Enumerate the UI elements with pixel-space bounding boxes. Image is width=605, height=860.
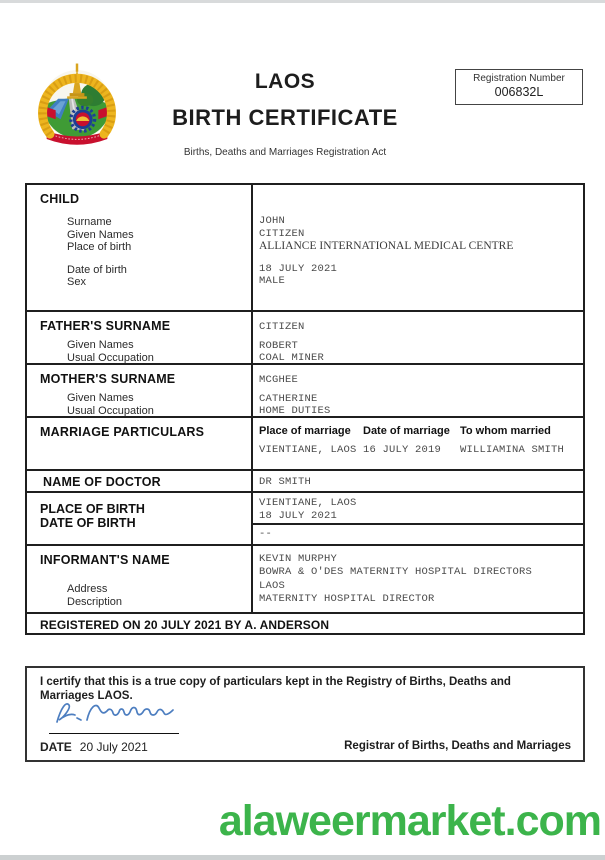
place-of-marriage-label: Place of marriage — [259, 425, 351, 437]
child-sex-value: MALE — [259, 275, 286, 288]
child-section — [27, 185, 583, 310]
laos-national-emblem-icon — [36, 58, 118, 156]
child-date-of-birth-value: 18 JULY 2021 — [259, 262, 338, 275]
birth-place-value: VIENTIANE, LAOS — [259, 497, 357, 509]
registration-number-box — [455, 69, 583, 105]
registered-statement: REGISTERED ON 20 JULY 2021 BY A. ANDERSON — [40, 618, 330, 632]
doctor-section-title: NAME OF DOCTOR — [43, 475, 161, 489]
country-title: LAOS — [254, 70, 316, 93]
header-titles — [130, 70, 440, 158]
child-date-of-birth-label: Date of birth — [67, 263, 127, 276]
father-given-names-value: ROBERT — [259, 339, 299, 352]
informant-name-value: KEVIN MURPHY — [259, 553, 338, 565]
date-label: DATE — [40, 740, 72, 754]
registrar-title: Registrar of Births, Deaths and Marriages — [344, 740, 571, 752]
child-section-title: CHILD — [40, 192, 80, 206]
informant-description-label: Description — [67, 595, 123, 608]
date-of-marriage-label: Date of marriage — [363, 425, 450, 437]
mother-occupation-label: Usual Occupation — [67, 404, 154, 417]
father-occupation-value: COAL MINER — [259, 352, 325, 365]
child-place-of-birth-label: Place of birth — [67, 241, 132, 254]
father-surname-value: CITIZEN — [259, 321, 305, 333]
doctor-section — [27, 469, 583, 491]
place-of-birth-title: PLACE OF BIRTH — [40, 502, 145, 516]
place-of-marriage-value: VIENTIANE, LAOS — [259, 444, 357, 456]
site-watermark: alaweermarket.com — [218, 797, 601, 845]
mother-given-names-label: Given Names — [67, 392, 134, 404]
bottom-edge-strip — [0, 855, 605, 860]
certification-box — [25, 666, 585, 762]
certification-date-value: 20 July 2021 — [79, 740, 148, 754]
father-surname-title: FATHER'S SURNAME — [40, 319, 171, 333]
mother-surname-value: MCGHEE — [259, 374, 299, 386]
child-given-names-value: CITIZEN — [259, 227, 305, 240]
informant-section — [27, 544, 583, 612]
informant-name2-value: BOWRA & O'DES MATERNITY HOSPITAL DIRECTORS — [259, 565, 533, 578]
mother-surname-title: MOTHER'S SURNAME — [40, 372, 176, 386]
registered-section — [27, 612, 583, 633]
to-whom-married-label: To whom married — [460, 425, 551, 437]
birth-place-date-section — [27, 491, 583, 544]
to-whom-married-value: WILLIAMINA SMITH — [460, 444, 565, 456]
child-given-names-label: Given Names — [67, 228, 134, 241]
particulars-table — [25, 183, 585, 635]
mother-section — [27, 363, 583, 416]
marriage-section-title: MARRIAGE PARTICULARS — [40, 425, 205, 439]
child-surname-label: Surname — [67, 216, 112, 228]
top-edge-strip — [0, 0, 605, 3]
marriage-section — [27, 416, 583, 469]
date-of-marriage-value: 16 JULY 2019 — [363, 444, 442, 456]
mother-occupation-value: HOME DUTIES — [259, 405, 331, 418]
birth-date-value: 18 JULY 2021 — [259, 509, 338, 522]
informant-description-value: MATERNITY HOSPITAL DIRECTOR — [259, 592, 435, 605]
father-section — [27, 310, 583, 363]
child-place-of-birth-value: ALLIANCE INTERNATIONAL MEDICAL CENTRE — [259, 240, 514, 253]
act-subtitle: Births, Deaths and Marriages Registration Act — [183, 147, 387, 158]
mother-given-names-value: CATHERINE — [259, 392, 318, 405]
registration-number-label: Registration Number — [473, 73, 565, 84]
informant-section-title: INFORMANT'S NAME — [40, 553, 170, 567]
certificate-title: BIRTH CERTIFICATE — [172, 105, 398, 130]
doctor-name-value: DR SMITH — [259, 476, 312, 488]
registration-number-value: 006832L — [494, 85, 544, 99]
date-of-birth-title: DATE OF BIRTH — [40, 515, 136, 530]
certification-statement: I certify that this is a true copy of particulars kept in the Registry of Births, Deaths and Marriages LAOS. — [40, 676, 511, 702]
informant-address-label: Address — [67, 583, 108, 595]
father-occupation-label: Usual Occupation — [67, 351, 154, 364]
child-sex-label: Sex — [67, 276, 86, 289]
informant-address-value: LAOS — [259, 580, 286, 593]
father-given-names-label: Given Names — [67, 339, 134, 351]
birth-extra-value: -- — [259, 528, 273, 540]
child-surname-value: JOHN — [259, 215, 286, 227]
signature-line — [49, 733, 179, 734]
registrar-signature-icon — [51, 694, 191, 732]
